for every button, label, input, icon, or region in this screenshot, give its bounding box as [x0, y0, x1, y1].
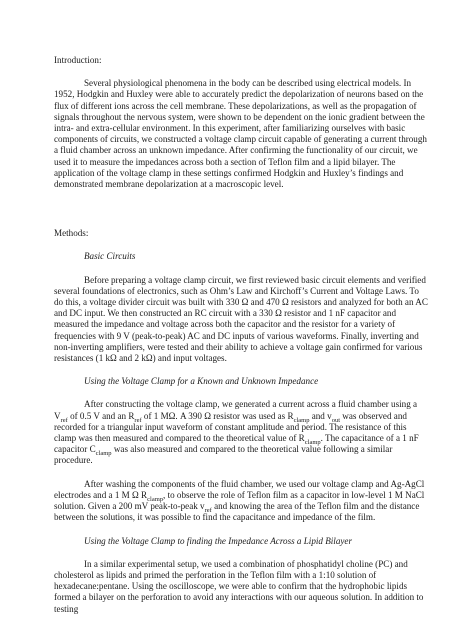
subscript: clamp [95, 450, 112, 458]
subscript: ref [60, 416, 68, 424]
methods-heading: Methods: [54, 228, 89, 239]
text-run: After constructing the voltage clamp, we generated a current across a fluid chamber using a V [54, 399, 418, 421]
subscript: clamp [304, 438, 321, 446]
subscript: clamp [147, 495, 164, 503]
section-gap [54, 202, 430, 228]
voltage-clamp-paragraph [54, 399, 430, 466]
subscript: ref [204, 506, 212, 514]
lipid-bilayer-heading: Using the Voltage Clamp to finding the Impedance Across a Lipid Bilayer [84, 535, 352, 546]
text-run: and v [309, 410, 332, 421]
known-unknown-impedance-heading: Using the Voltage Clamp for a Known and Unknown Impedance [84, 376, 319, 387]
subscript: ref [134, 416, 142, 424]
introduction-heading: Introduction: [54, 55, 102, 65]
text-run: After washing the components of the fluid chamber, we used our voltage clamp and Ag-AgCl electrodes and a 1 M Ω R [54, 478, 425, 500]
text-run: was also measured and compared to the theoretical value following a similar procedure. [54, 444, 393, 466]
text-run: and knowing the area of the Teflon film and the distance between the solutions, it was possible to find the capacitance and impedance of the film. [54, 501, 420, 523]
subscript: clamp [293, 416, 310, 424]
basic-circuits-paragraph: Before preparing a voltage clamp circuit, we first reviewed basic circuit elements and verified several foundations of electronics, such as Ohm’s Law and Kirchoff’s Current and Voltage Laws. To do this, a voltage divider circuit was built with 330 Ω and 470 Ω resistors and analyzed for both an AC and DC input. We then constructed an RC circuit with a 330 Ω resistor and 1 nF capacitor and measured the impedance and voltage across both the capacitor and the resistor for a variety of frequencies with 9 V (peak-to-peak) AC and DC inputs of various waveforms. Finally, inverting and non-inverting amplifiers, were tested and their ability to achieve a voltage gain confirmed for various resistances (1 kΩ and 2 kΩ) and input voltages. [54, 274, 428, 364]
teflon-film-paragraph [54, 479, 430, 524]
introduction-paragraph: Several physiological phenomena in the body can be described using electrical models. In 1952, Hodgkin and Huxley were able to accurately predict the depolarization of neurons based on the flux of different ions across the cell membrane. These depolarizations, as well as the propagation of signals throughout the nervous system, were shown to be dependent on the ionic gradient between the intra- and extra-cellular environment. In this experiment, after familiarizing ourselves with basic components of circuits, we constructed a voltage clamp circuit capable of generating a current through a fluid chamber across an unknown impedance. After confirming the functionality of our circuit, we used it to measure the impedances across both a section of Teflon film and a lipid bilayer. The application of the voltage clamp in these settings confirmed Hodgkin and Huxley’s findings and demonstrated membrane depolarization at a macroscopic level. [54, 78, 427, 190]
text-run: was observed and recorded for a triangular input waveform of constant amplitude and period. The resistance of this clamp was then measured and compared to the theoretical value of R [54, 410, 407, 444]
text-run: of 1 MΩ. A 390 Ω resistor was used as R [141, 410, 294, 421]
basic-circuits-heading: Basic Circuits [84, 251, 136, 262]
text-run: . The capacitance of a 1 nF capacitor C [54, 433, 419, 455]
lipid-bilayer-paragraph: In a similar experimental setup, we used a combination of phosphatidyl choline (PC) and cholesterol as lipids and primed the perforation in the Teflon film with a 1:10 solution of hexadecane:pentane. Using the oscilloscope, we were able to confirm that the hydrophobic lipids formed a bilayer on the perforation to avoid any interactions with our aqueous solution. In addition to testing [54, 558, 424, 614]
subscript: out [331, 416, 340, 424]
text-run: , to observe the role of Teflon film as a capacitor in low-level 1 M NaCl solution. Given a 200 mV peak-to-peak v [54, 489, 425, 512]
text-run: of 0.5 V and an R [67, 410, 135, 421]
